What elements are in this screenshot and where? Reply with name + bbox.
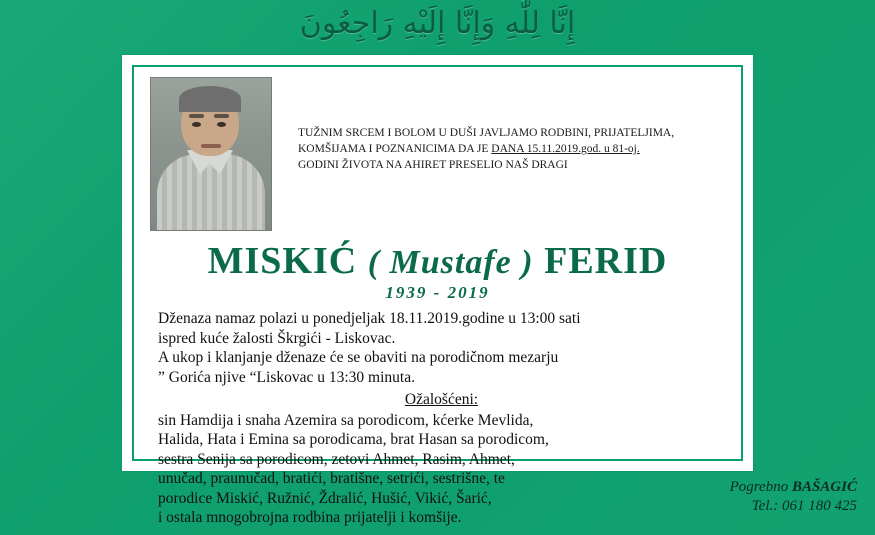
- funeral-home-label: Pogrebno: [729, 479, 792, 495]
- intro-line-3: GODINI ŽIVOTA NA AHIRET PRESELIO NAŠ DRAGI: [298, 159, 568, 171]
- portrait-eye-left: [192, 122, 201, 127]
- intro-text: [298, 125, 728, 173]
- portrait-brow-left: [189, 114, 204, 118]
- funeral-details: [158, 309, 725, 528]
- mourner-line: porodice Miskić, Ružnić, Ždralić, Hušić, Vikić, Šarić,: [158, 489, 492, 507]
- detail-line: Dženaza namaz polazi u ponedjeljak 18.11.2019.godine u 13:00 sati: [158, 310, 581, 327]
- detail-line: ” Gorića njive “Liskovac u 13:30 minuta.: [158, 368, 415, 386]
- detail-line: A ukop i klanjanje dženaze će se obaviti na porodičnom mezarju: [158, 349, 559, 366]
- portrait-torso: [157, 154, 265, 231]
- deceased-surname: MISKIĆ: [207, 240, 358, 282]
- deceased-given-name: FERID: [544, 240, 668, 282]
- deceased-father-name: ( Mustafe ): [367, 244, 534, 281]
- mourners-heading: Ožalošćeni:: [404, 391, 479, 408]
- mourner-line: Halida, Hata i Emina sa porodicama, brat Hasan sa porodicom,: [158, 431, 549, 448]
- mourner-line: unučad, praunučad, bratići, bratišne, setrići, sestrišne, te: [158, 470, 505, 487]
- portrait-brow-right: [214, 114, 229, 118]
- funeral-home-credit: [730, 478, 857, 516]
- intro-line-2-part-a: KOMŠIJAMA I POZNANICIMA DA JE: [298, 143, 492, 155]
- mourner-line: i ostala mnogobrojna rodbina prijatelji i komšije.: [158, 509, 462, 526]
- life-years: 1939 - 2019: [385, 283, 490, 302]
- card-content: [140, 71, 735, 526]
- funeral-home-phone: Tel.: 061 180 425: [751, 498, 857, 514]
- mourner-line: sestra Senija sa porodicom, zetovi Ahmet, Rasim, Ahmet,: [158, 450, 515, 468]
- intro-line-2: [298, 141, 728, 157]
- deceased-name: [140, 239, 735, 283]
- intro-date: DANA 15.11.2019.god. u 81-oj.: [491, 143, 640, 155]
- portrait-eye-right: [217, 122, 226, 127]
- obituary-card: [122, 55, 753, 526]
- funeral-home-name: BAŠAGIĆ: [791, 479, 857, 495]
- mourner-line: sin Hamdija i snaha Azemira sa porodicom, kćerke Mevlida,: [158, 411, 534, 429]
- funeral-home-name-line: [730, 478, 857, 497]
- detail-line: ispred kuće žalosti Škrgići - Liskovac.: [158, 329, 396, 347]
- arabic-calligraphy-icon: إِنَّا لِلَّٰهِ وَإِنَّا إِلَيْهِ رَاجِعُونَ: [299, 5, 576, 41]
- portrait-hair: [179, 86, 241, 112]
- intro-line-1: TUŽNIM SRCEM I BOLOM U DUŠI JAVLJAMO RODBINI, PRIJATELJIMA,: [298, 127, 675, 139]
- portrait-mouth: [201, 144, 221, 148]
- deceased-portrait-photo: [150, 77, 272, 231]
